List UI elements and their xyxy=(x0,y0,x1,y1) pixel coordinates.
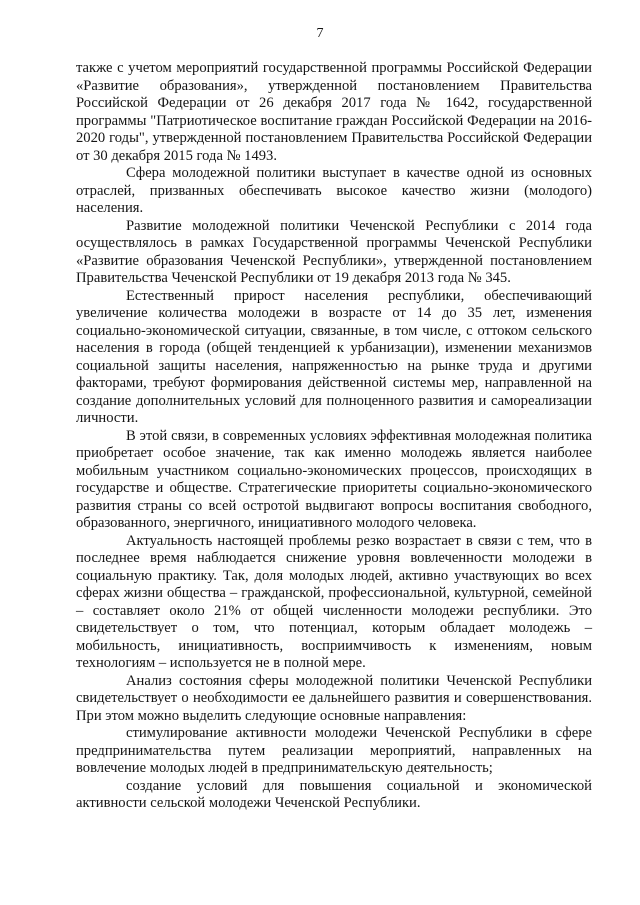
paragraph: Актуальность настоящей проблемы резко возрастает в связи с тем, что в последнее время наблюдается снижение уровня вовлеченности молодежи в социальную практику. Так, доля молодых людей, активно участвующих во всех сферах жизни общества – гражданской, профессиональной, культурной, семейной – составляет около 21% от общей численности молодежи республики. Это свидетельствует о том, что потенциал, которым обладает молодежь – мобильность, инициативность, восприимчивость к изменениям, новым технологиям – используется не в полной мере. xyxy=(76,532,592,671)
paragraph: Сфера молодежной политики выступает в качестве одной из основных отраслей, призванных обеспечивать высокое качество жизни (молодого) населения. xyxy=(76,165,592,216)
paragraph: Анализ состояния сферы молодежной политики Чеченской Республики свидетельствует о необходимости ее дальнейшего развития и совершенствования. При этом можно выделить следующие основные направления: xyxy=(76,672,592,724)
page-number: 7 xyxy=(316,26,324,41)
paragraph: В этой связи, в современных условиях эффективная молодежная политика приобретает особое значение, так как именно молодежь является наиболее мобильным участником социально-экономических процессов, происходящих в государстве и обществе. Стратегические приоритеты социально-экономического развития страны со всей остротой выдвигают вопросы воспитания свободного, образованного, энергичного, инициативного молодого человека. xyxy=(76,427,592,531)
paragraph: Естественный прирост населения республики, обеспечивающий увеличение количества молодежи в возрасте от 14 до 35 лет, изменения социально-экономической ситуации, связанные, в том числе, с оттоком сельского населения в города (общей тенденцией к урбанизации), изменении механизмов социальной защиты населения, напряженностью на рынке труда и другими факторами, требуют формирования действенной системы мер, направленной на создание дополнительных условий для полноценного развития и самореализации личности. xyxy=(76,287,592,426)
body-text xyxy=(76,60,592,813)
list-item: стимулирование активности молодежи Чеченской Республики в сфере предпринимательства путем реализации мероприятий, направленных на вовлечение молодых людей в предпринимательскую деятельность; xyxy=(76,725,592,776)
paragraph: Развитие молодежной политики Чеченской Республики с 2014 года осуществлялось в рамках Государственной программы Чеченской Республики «Развитие образования Чеченской Республики», утвержденной постановлением Правительства Чеченской Республики от 19 декабря 2013 года № 345. xyxy=(76,217,592,286)
paragraph-continuation: также с учетом мероприятий государственной программы Российской Федерации «Развитие образования», утвержденной постановлением Правительства Российской Федерации от 26 декабря 2017 года № 1642, государственной программы "Патриотическое воспитание граждан Российской Федерации на 2016-2020 годы", утвержденной постановлением Правительства Российской Федерации от 30 декабря 2015 года № 1493. xyxy=(76,60,592,164)
list-item: создание условий для повышения социальной и экономической активности сельской молодежи Чеченской Республики. xyxy=(76,777,592,811)
